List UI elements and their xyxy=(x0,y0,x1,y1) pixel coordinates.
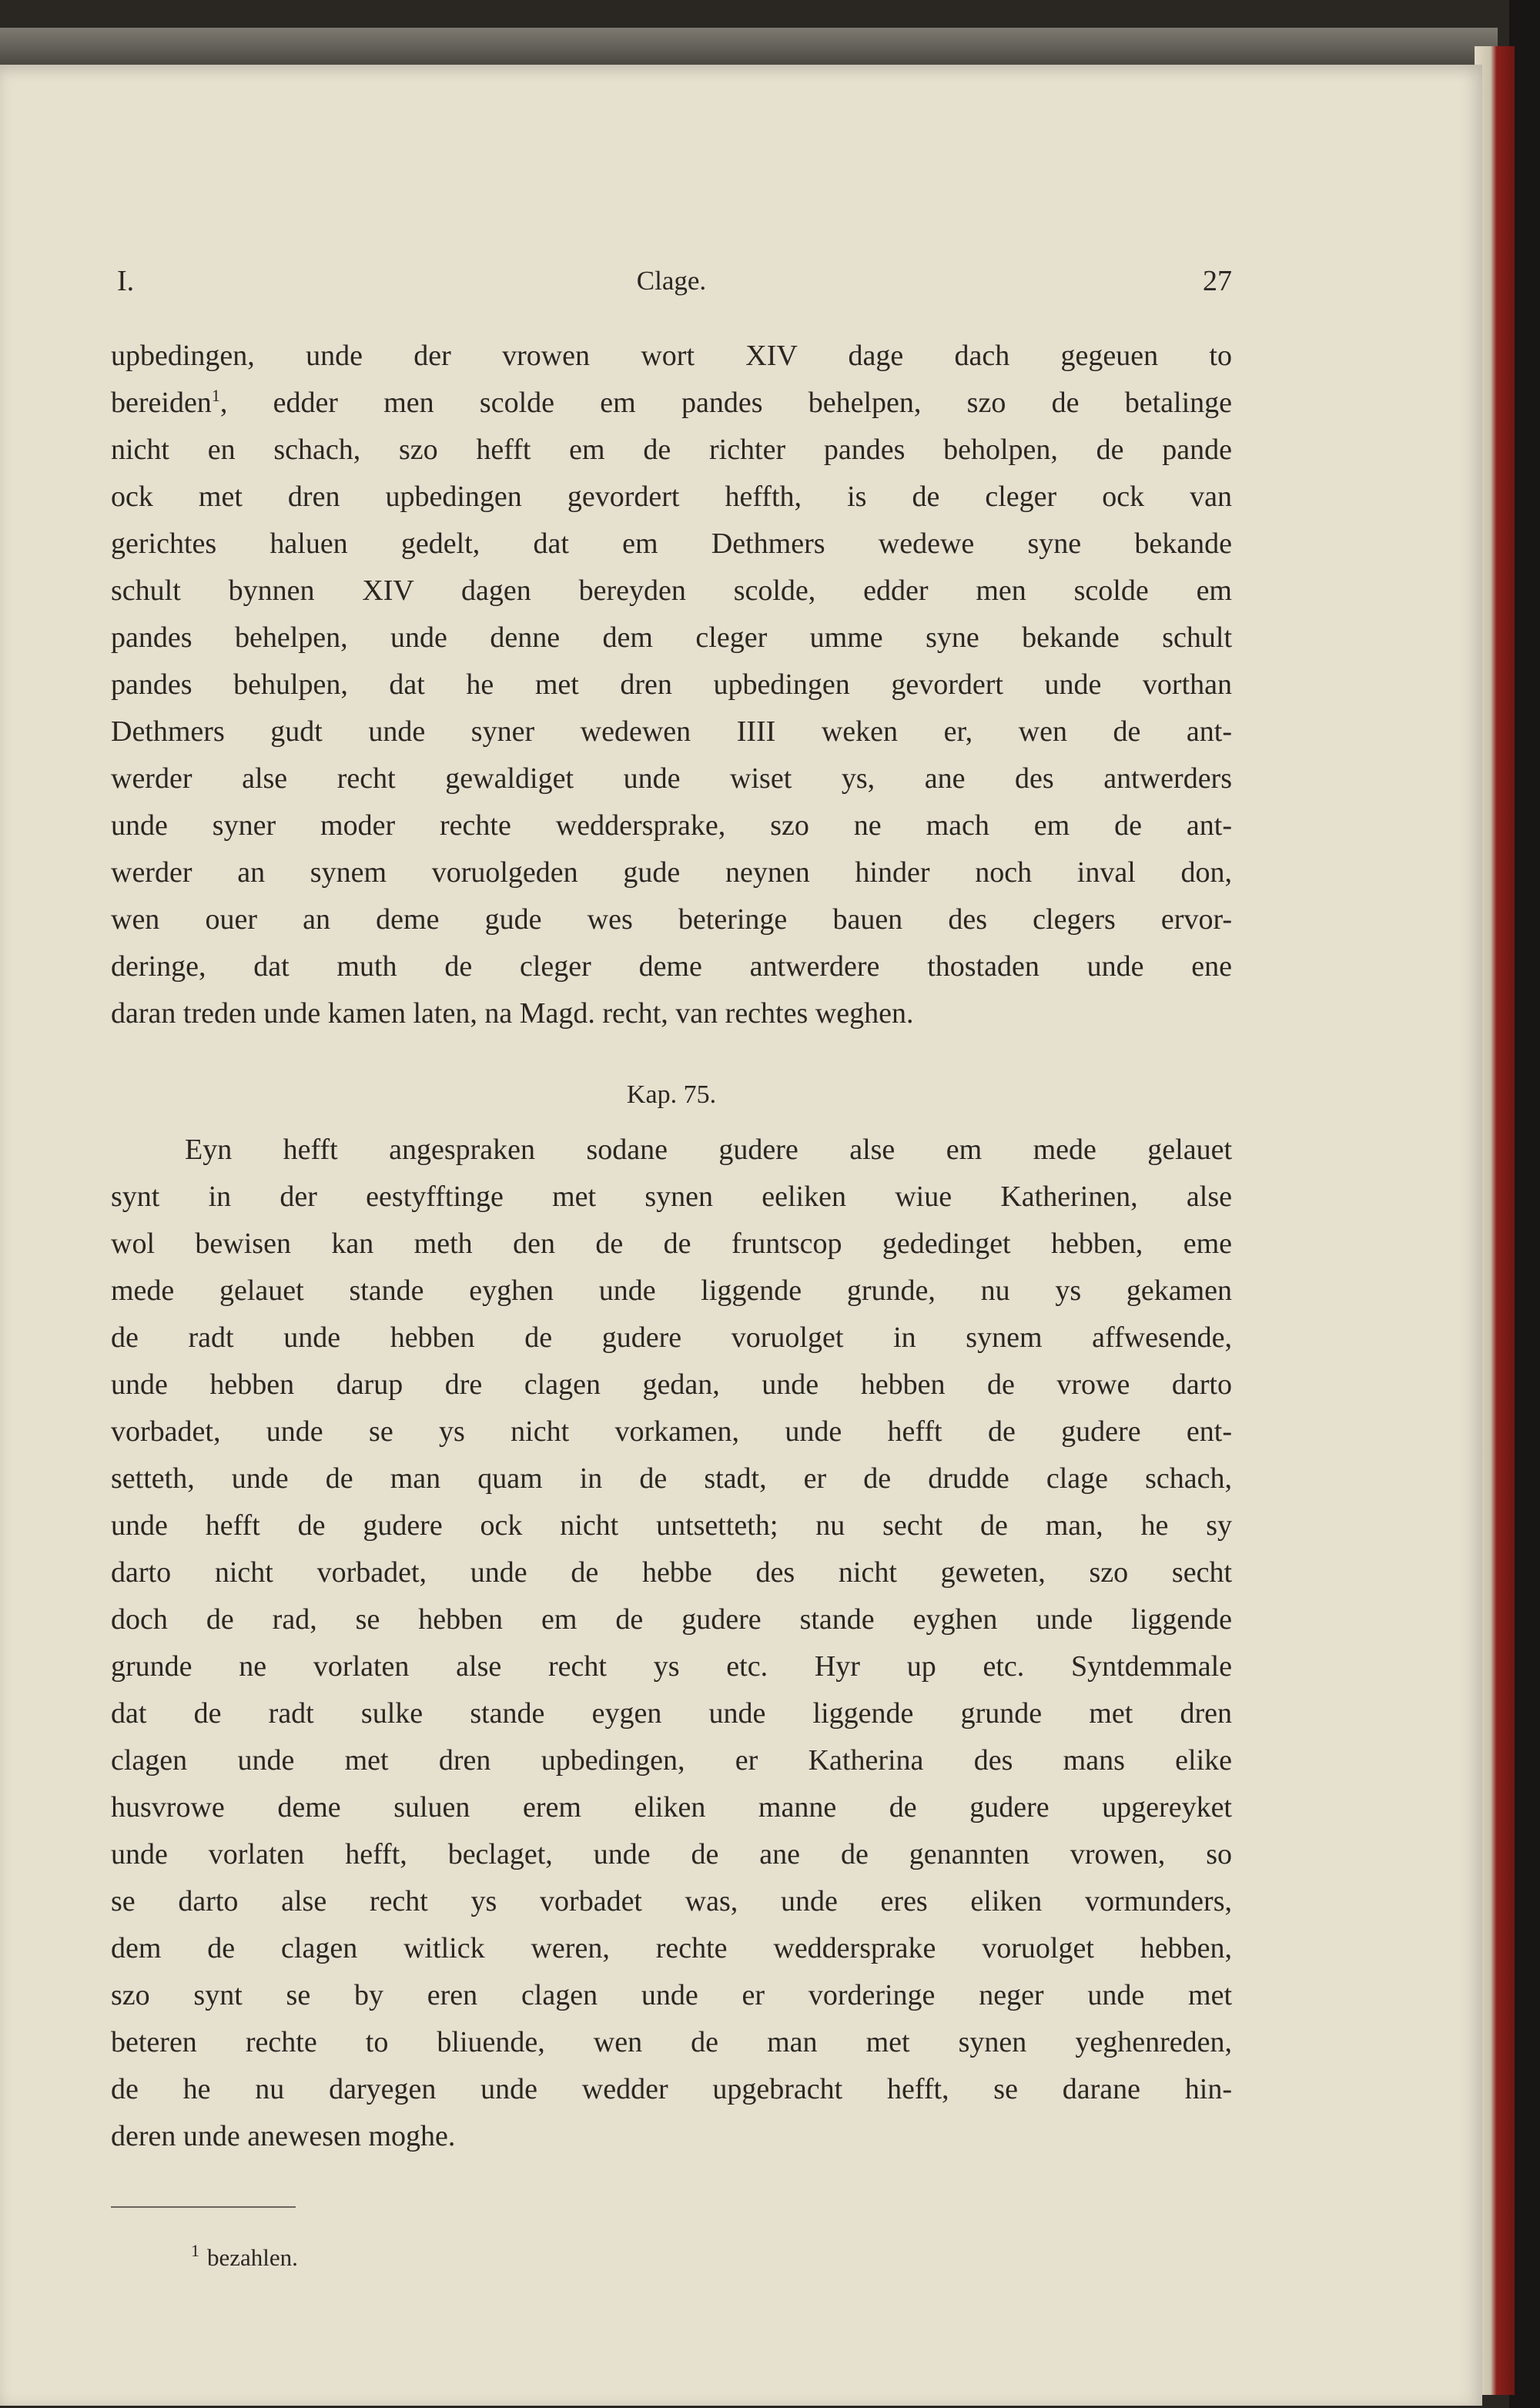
text-line xyxy=(111,380,1232,427)
text-line: unde vorlaten hefft, beclaget, unde de ane de genannten vrowen, so xyxy=(111,1838,1232,1870)
text-line: deringe, dat muth de cleger deme antwerdere thostaden unde ene xyxy=(111,950,1232,983)
body-text xyxy=(111,333,1232,2160)
page-number: 27 xyxy=(1203,265,1232,297)
text-line: pandes behulpen, dat he met dren upbedingen gevordert unde vorthan xyxy=(111,668,1232,701)
text-line: ock met dren upbedingen gevordert heffth, is de cleger ock van xyxy=(111,481,1232,513)
text-line: werder an synem voruolgeden gude neynen hinder noch inval don, xyxy=(111,856,1232,889)
text-line: vorbadet, unde se ys nicht vorkamen, unde hefft de gudere ent- xyxy=(111,1415,1232,1448)
text-line: de radt unde hebben de gudere voruolget in synem affwesende, xyxy=(111,1321,1232,1354)
text-fragment: bereiden xyxy=(111,387,212,419)
text-line: unde hebben darup dre clagen gedan, unde hebben de vrowe darto xyxy=(111,1368,1232,1401)
book-page xyxy=(0,65,1482,2406)
text-line: nicht en schach, szo hefft em de richter pandes beholpen, de pande xyxy=(111,434,1232,466)
text-line: clagen unde met dren upbedingen, er Katherina des mans elike xyxy=(111,1744,1232,1777)
text-line: schult bynnen XIV dagen bereyden scolde, edder men scolde em xyxy=(111,574,1232,607)
text-line: wol bewisen kan meth den de de fruntscop gededinget hebben, eme xyxy=(111,1227,1232,1260)
text-line: dem de clagen witlick weren, rechte weddersprake voruolget hebben, xyxy=(111,1932,1232,1964)
text-line: doch de rad, se hebben em de gudere stande eyghen unde liggende xyxy=(111,1603,1232,1636)
text-line: dat de radt sulke stande eygen unde liggende grunde met dren xyxy=(111,1697,1232,1730)
text-line: synt in der eestyfftinge met synen eeliken wiue Katherinen, alse xyxy=(111,1181,1232,1213)
footnote-mark: 1 xyxy=(191,2241,199,2260)
chapter-heading: Kap. 75. xyxy=(626,1080,717,1109)
chapter-number: I. xyxy=(117,265,135,297)
text-line: Dethmers gudt unde syner wedewen IIII weken er, wen de ant- xyxy=(111,715,1232,748)
text-line: unde syner moder rechte weddersprake, szo ne mach em de ant- xyxy=(111,809,1232,842)
footnote xyxy=(111,2236,1232,2273)
text-line: beteren rechte to bliuende, wen de man met synen yeghenreden, xyxy=(111,2026,1232,2058)
text-line: mede gelauet stande eyghen unde liggende grunde, nu ys gekamen xyxy=(111,1274,1232,1307)
text-line: de he nu daryegen unde wedder upgebracht hefft, se darane hin- xyxy=(111,2073,1232,2105)
paragraph-2 xyxy=(111,1127,1232,2160)
text-line: werder alse recht gewaldiget unde wiset ys, ane des antwerders xyxy=(111,762,1232,795)
text-line: daran treden unde kamen laten, na Magd. recht, van rechtes weghen. xyxy=(111,997,914,1030)
text-fragment: , edder men scolde em pandes behelpen, szo de betalinge xyxy=(219,387,1232,419)
text-line: pandes behelpen, unde denne dem cleger umme syne bekande schult xyxy=(111,621,1232,654)
footnote-text: bezahlen. xyxy=(207,2244,298,2271)
page-content xyxy=(111,262,1232,2273)
running-head xyxy=(111,262,1232,300)
text-line: grunde ne vorlaten alse recht ys etc. Hyr up etc. Syntdemmale xyxy=(111,1650,1232,1683)
text-line: wen ouer an deme gude wes beteringe bauen des clegers ervor- xyxy=(111,903,1232,936)
footnote-reference: 1 xyxy=(211,386,220,405)
section-title: Clage. xyxy=(636,266,707,296)
text-line: Eyn hefft angespraken sodane gudere alse em mede gelauet xyxy=(185,1134,1232,1166)
text-line: setteth, unde de man quam in de stadt, er de drudde clage schach, xyxy=(111,1462,1232,1495)
footnote-separator xyxy=(111,2206,296,2208)
text-line: husvrowe deme suluen erem eliken manne de gudere upgereyket xyxy=(111,1791,1232,1824)
paragraph-1 xyxy=(111,333,1232,1037)
text-line: se darto alse recht ys vorbadet was, unde eres eliken vormunders, xyxy=(111,1885,1232,1917)
text-line: szo synt se by eren clagen unde er vorderinge neger unde met xyxy=(111,1979,1232,2011)
text-line: deren unde anewesen moghe. xyxy=(111,2120,456,2152)
text-line: upbedingen, unde der vrowen wort XIV dage dach gegeuen to xyxy=(111,340,1232,372)
text-line: darto nicht vorbadet, unde de hebbe des nicht geweten, szo secht xyxy=(111,1556,1232,1589)
text-line: unde hefft de gudere ock nicht untsetteth; nu secht de man, he sy xyxy=(111,1509,1232,1542)
text-line: gerichtes haluen gedelt, dat em Dethmers wedewe syne bekande xyxy=(111,527,1232,560)
